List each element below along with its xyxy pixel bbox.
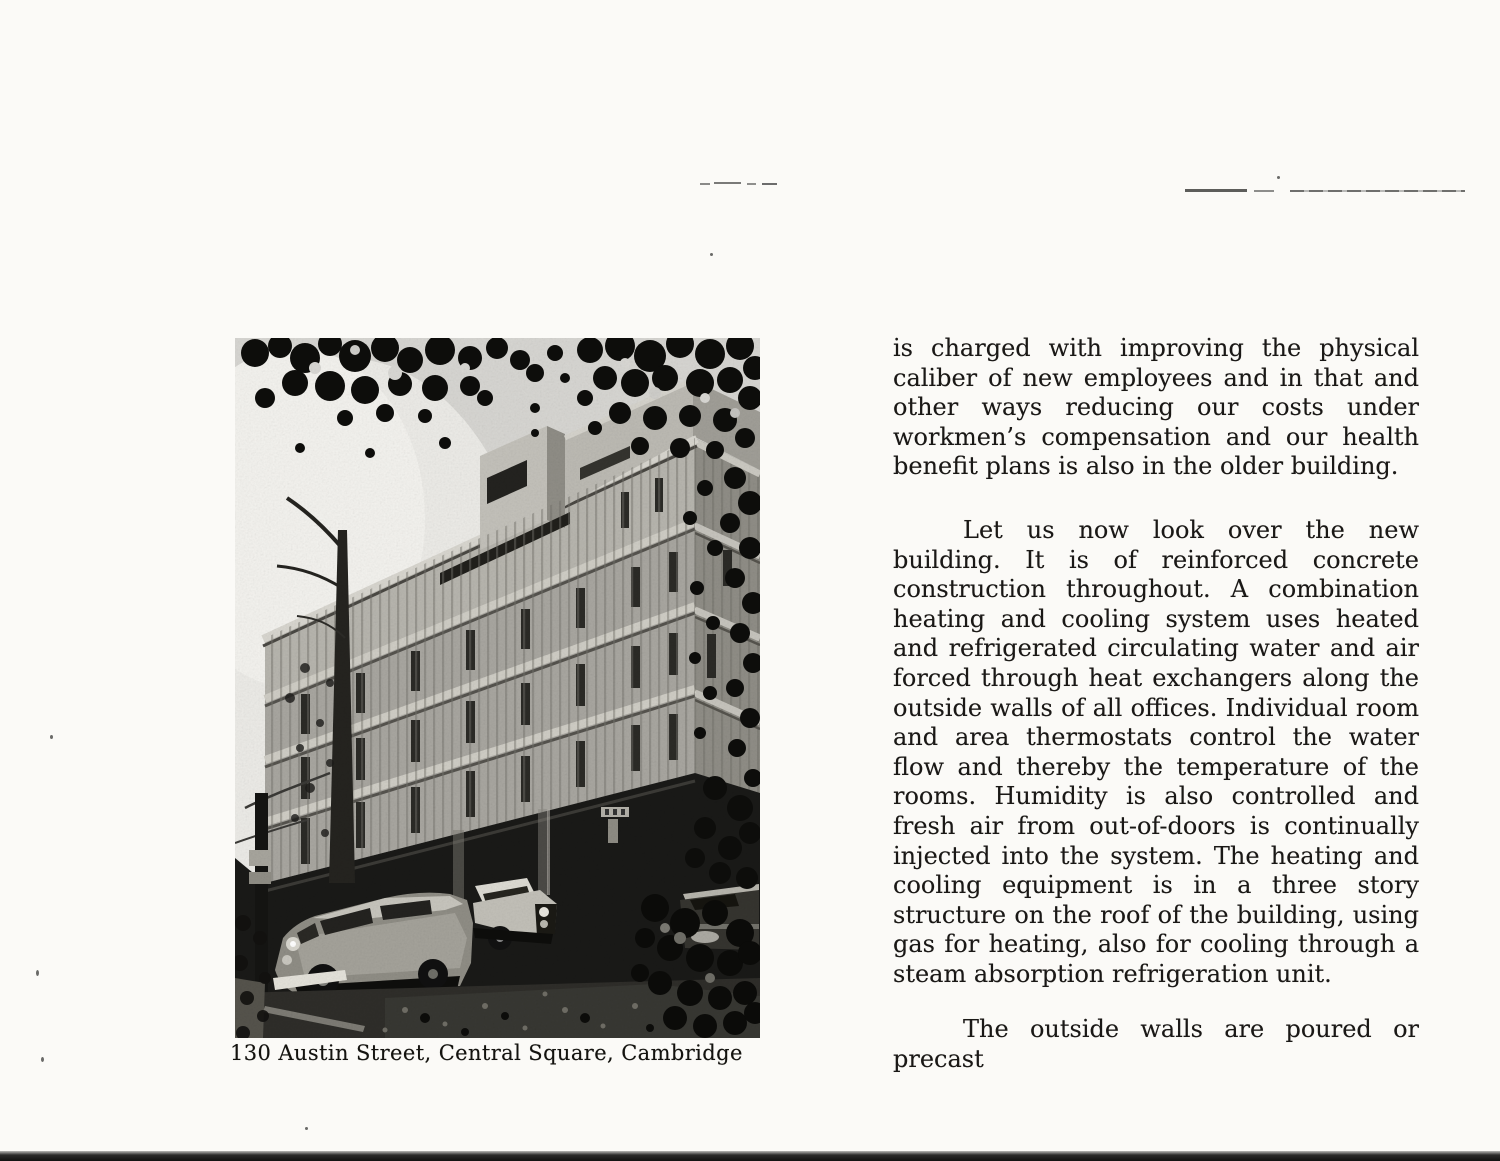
paragraph-continuation: is charged with improving the physical caliber of new employees and in that and other ways reducing our costs under workmen’s compensation and our health benefit plans is also in the older building. [893, 334, 1419, 481]
halftone-grain [235, 338, 760, 1038]
scan-speck [36, 970, 39, 976]
scan-artifact-dash [714, 182, 741, 184]
paragraph-outside-walls: The outside walls are poured or precast [893, 1015, 1419, 1074]
scan-artifact-line [1254, 190, 1274, 192]
scan-edge-strip [0, 1151, 1500, 1161]
building-photo-art [235, 338, 760, 1038]
photo-caption: 130 Austin Street, Central Square, Cambridge [230, 1041, 743, 1065]
scan-artifact-dash [700, 183, 710, 185]
article-text [893, 334, 1419, 1075]
scan-speck [710, 253, 713, 256]
scan-speck [1277, 176, 1280, 179]
scan-artifact-dash [762, 183, 777, 185]
scan-artifact-line [1185, 189, 1247, 192]
scan-speck [50, 735, 53, 739]
scan-speck [41, 1057, 44, 1062]
building-photo [235, 338, 760, 1038]
scan-speck [305, 1127, 308, 1130]
scan-artifact-line [1290, 190, 1465, 192]
paragraph-new-building: Let us now look over the new building. It is of reinforced concrete construction throughout. A combination heating and cooling system uses heated and refrigerated circulating water and air forced through heat exchangers along the outside walls of all offices. Individual room and area thermostats control the water flow and thereby the temperature of the rooms. Humidity is also controlled and fresh air from out-of-doors is continually injected into the system. The heating and cooling equipment is in a three story structure on the roof of the building, using gas for heating, also for cooling through a steam absorption refrigeration unit. [893, 515, 1419, 988]
scan-artifact-dash [747, 183, 756, 185]
